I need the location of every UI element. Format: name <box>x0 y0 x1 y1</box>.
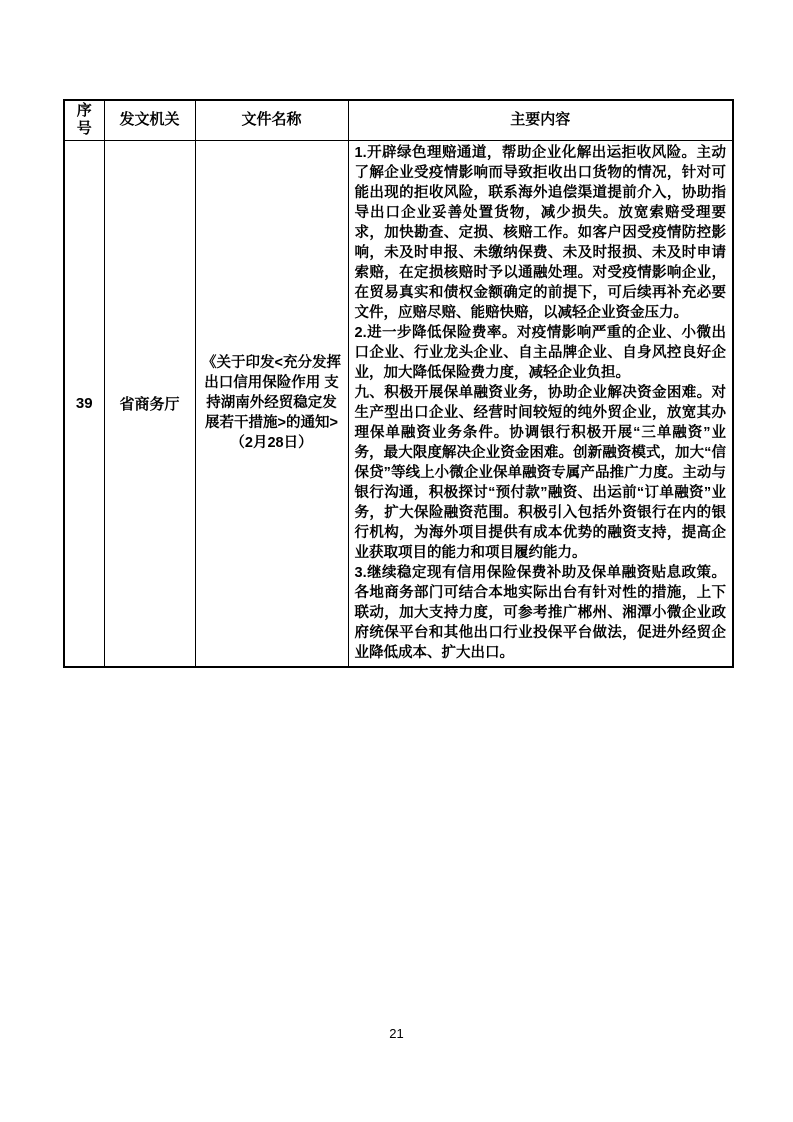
row-main-content <box>348 140 733 667</box>
header-main-content: 主要内容 <box>348 100 733 140</box>
content-paragraph: 1.开辟绿色理赔通道，帮助企业化解出运拒收风险。主动了解企业受疫情影响而导致拒收出口货物的情况，针对可能出现的拒收风险，联系海外追偿渠道提前介入，协助指导出口企业妥善处置货物，减少损失。放宽索赔受理要求，加快勘查、定损、核赔工作。如客户因受疫情防控影响，未及时申报、未缴纳保费、未及时报损、未及时申请索赔，在定损核赔时予以通融处理。对受疫情影响企业，在贸易真实和债权金额确定的前提下，可后续再补充必要文件，应赔尽赔、能赔快赔，以减轻企业资金压力。 <box>354 144 726 321</box>
header-index-label: 序号 <box>76 102 92 138</box>
row-index: 39 <box>64 140 104 667</box>
content-paragraph: 3.继续稳定现有信用保险保费补助及保单融资贴息政策。各地商务部门可结合本地实际出台有针对性的措施，上下联动，加大支持力度，可参考推广郴州、湘潭小微企业政府统保平台和其他出口行业投保平台做法，促进外经贸企业降低成本、扩大出口。 <box>354 564 726 661</box>
table-row <box>64 140 733 667</box>
doc-title: 《关于印发<充分发挥出口信用保险作用 支持湖南外经贸稳定发展若干措施>的通知> <box>202 355 341 431</box>
policy-table <box>63 99 734 668</box>
row-agency: 省商务厅 <box>104 140 195 667</box>
header-agency: 发文机关 <box>104 100 195 140</box>
content-paragraph: 2.进一步降低保险费率。对疫情影响严重的企业、小微出口企业、行业龙头企业、自主品牌企业、自身风控良好企业，加大降低保险费力度，减轻企业负担。 <box>354 324 726 381</box>
doc-date: （2月28日） <box>230 435 313 451</box>
header-doc-name: 文件名称 <box>195 100 348 140</box>
content-paragraph: 九、积极开展保单融资业务，协助企业解决资金困难。对生产型出口企业、经营时间较短的纯外贸企业，放宽其办理保单融资业务条件。协调银行积极开展“三单融资”业务，最大限度解决企业资金困难。创新融资模式，加大“信保贷”等线上小微企业保单融资专属产品推广力度。主动与银行沟通，积极探讨“预付款”融资、出运前“订单融资”业务，扩大保险融资范围。积极引入包括外资银行在内的银行机构，为海外项目提供有成本优势的融资支持，提高企业获取项目的能力和项目履约能力。 <box>354 384 726 561</box>
table-header-row <box>64 100 733 140</box>
header-index <box>64 100 104 140</box>
page-number: 21 <box>389 1026 404 1041</box>
row-doc-name <box>195 140 348 667</box>
